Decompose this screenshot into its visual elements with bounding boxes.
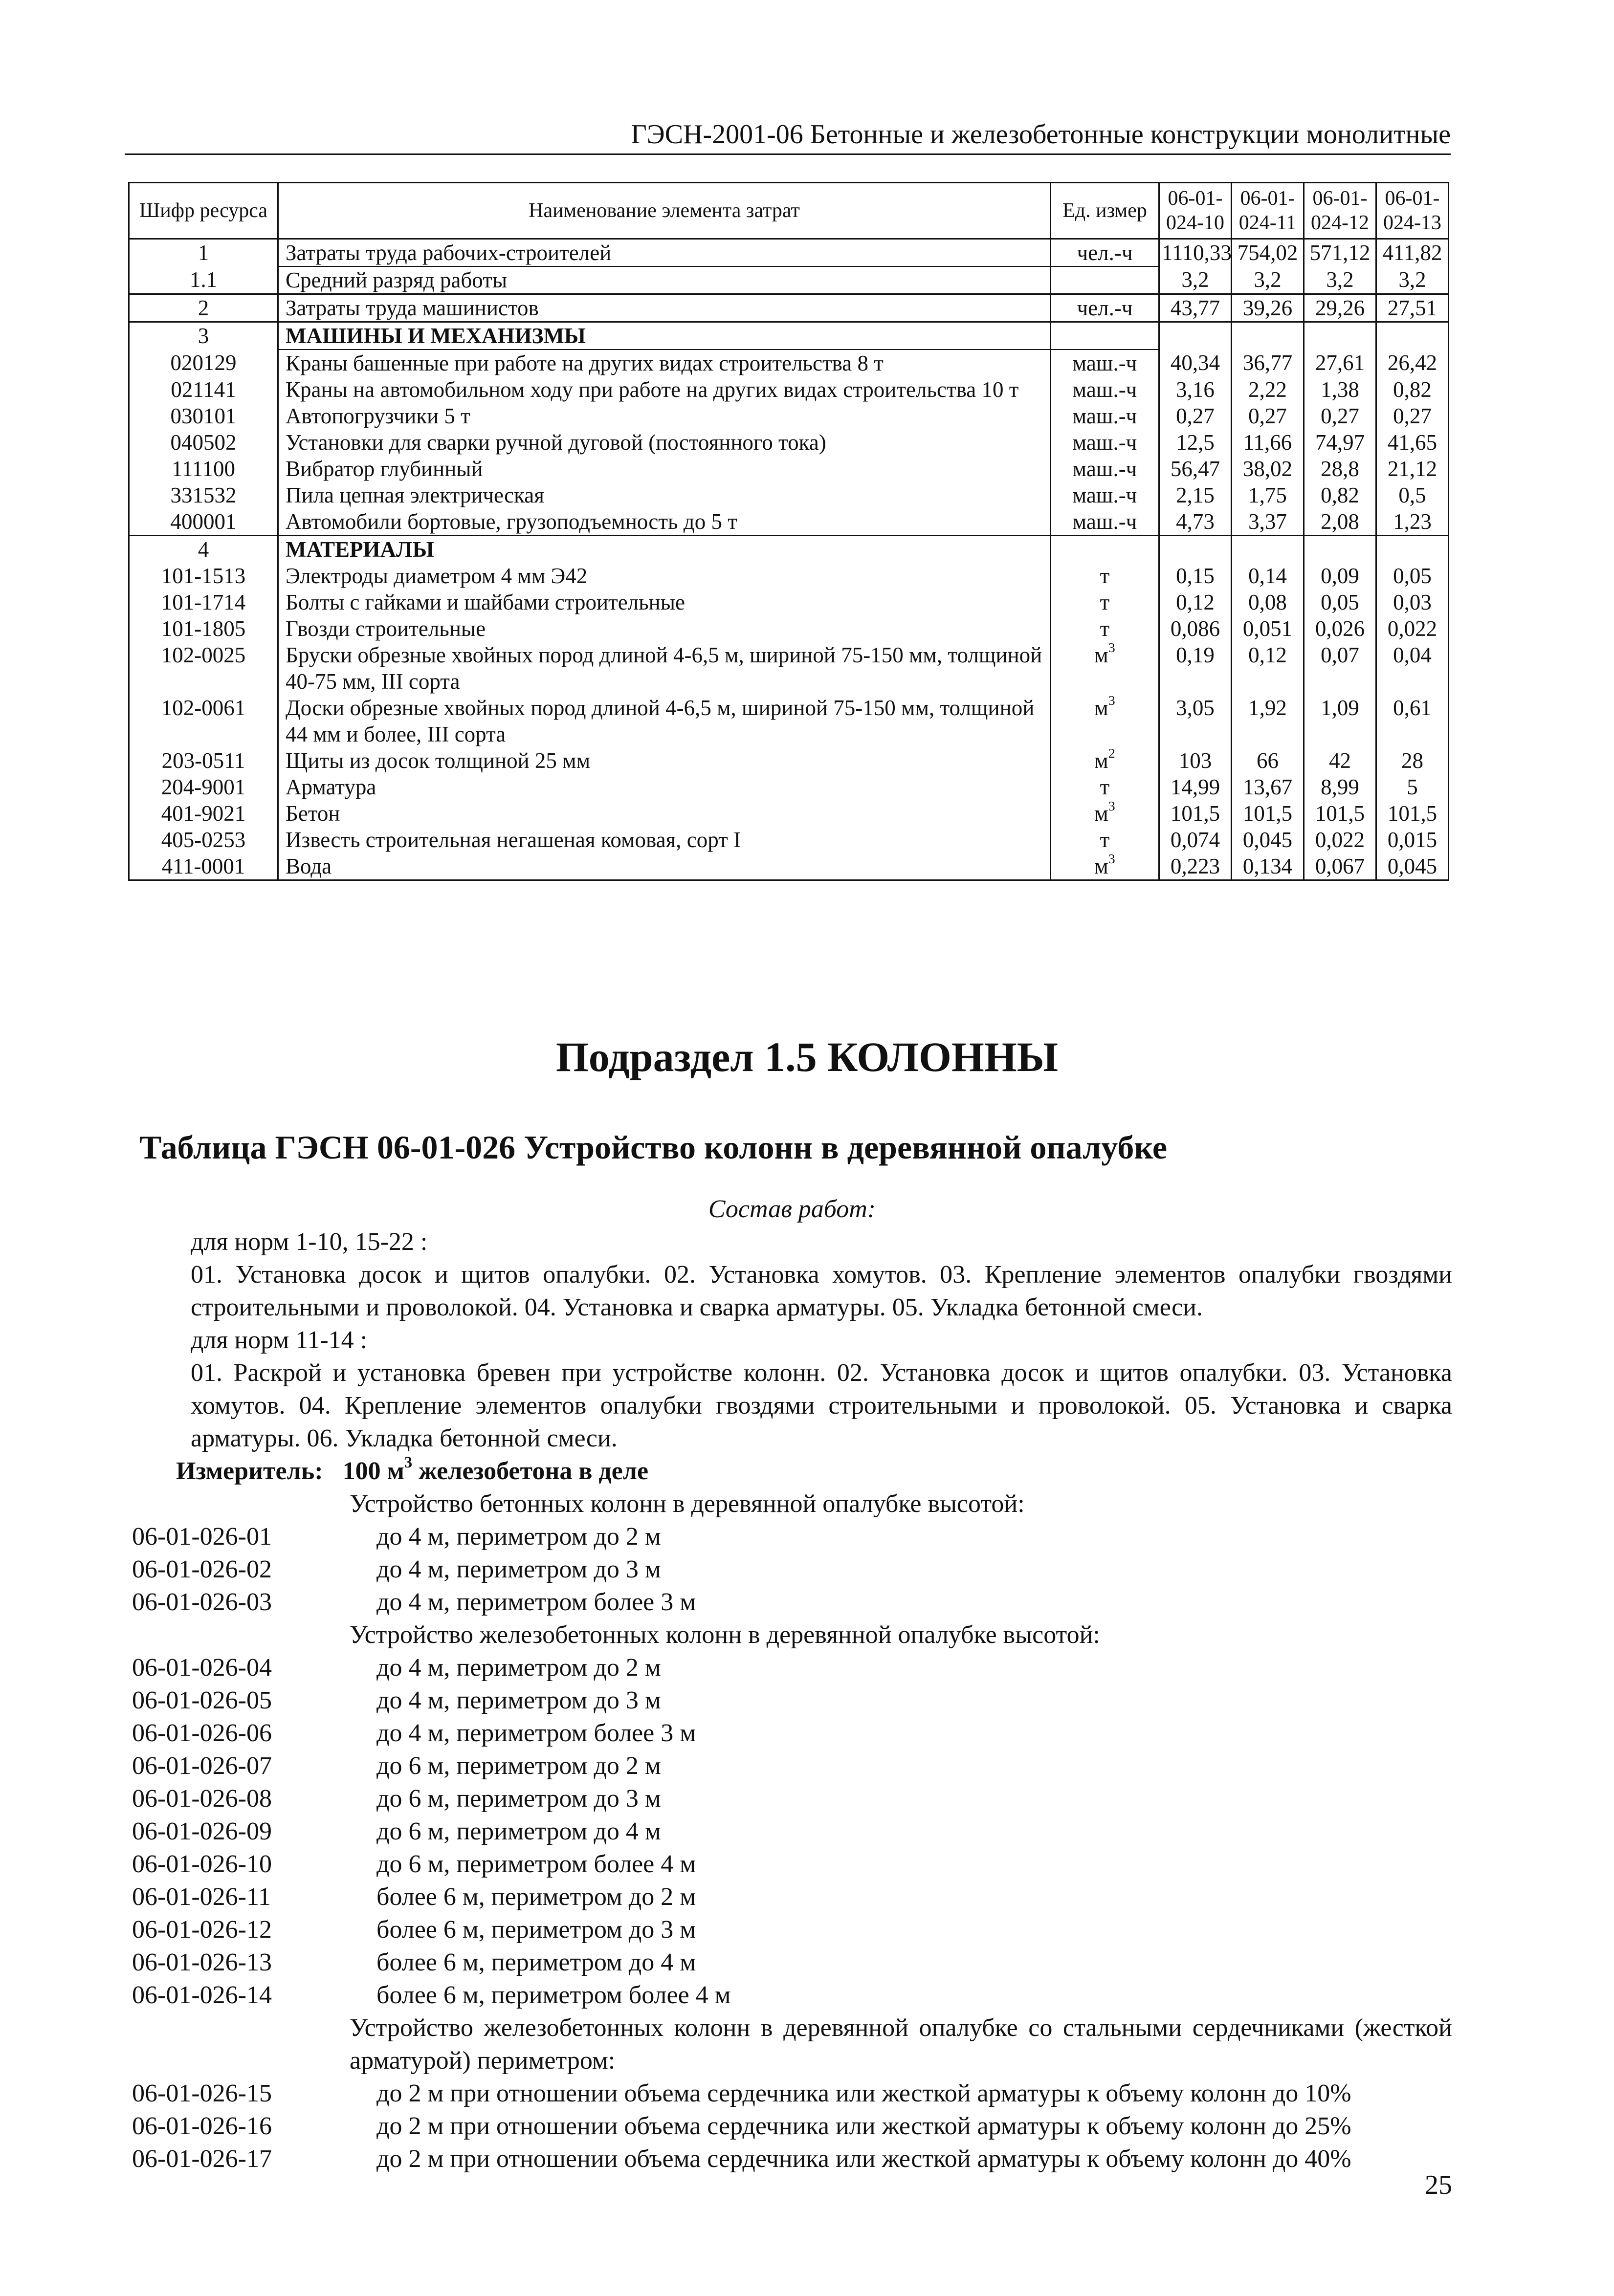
table-row [129,827,1449,853]
cell-value [1304,536,1376,563]
page-number: 25 [1425,2170,1452,2200]
cell-name: МАТЕРИАЛЫ [278,536,1051,563]
cell-value: 2,15 [1159,482,1232,508]
work-group-1-text: 01. Установка досок и щитов опалубки. 02. Установка хомутов. 03. Крепление элементов опалубки гвоздями строительными и проволокой. 04. Установка и сварка арматуры. 05. Укладка бетонной смеси. [191,1261,1452,1321]
norm-code: 06-01-026-06 [132,1719,272,1747]
norm-item [132,1553,1452,1586]
norm-item [132,1684,1452,1717]
norm-item [132,1946,1452,1979]
cell-name: МАШИНЫ И МЕХАНИЗМЫ [278,322,1051,350]
cell-code: 102-0061 [129,695,278,747]
cell-value: 1,92 [1232,695,1304,747]
cell-value: 0,14 [1232,563,1304,589]
cell-value: 4,73 [1159,508,1232,536]
cell-value: 3,05 [1159,695,1232,747]
cell-unit-text: т [1100,616,1110,641]
cell-code: 4 [129,536,278,563]
table-row [129,774,1449,800]
cell-value: 27,51 [1376,294,1449,322]
cell-code: 040502 [129,429,278,456]
cell-value [1159,322,1232,350]
cell-value: 0,045 [1376,853,1449,880]
cell-name: Гвозди строительные [278,615,1051,642]
cell-value [1376,322,1449,350]
cell-value: 0,026 [1304,615,1376,642]
cell-value: 103 [1159,747,1232,774]
norm-code: 06-01-026-15 [132,2079,272,2107]
cell-code: 331532 [129,482,278,508]
header-col-1: 06-01-024-10 [1159,183,1232,239]
cell-code: 2 [129,294,278,322]
cell-code: 101-1805 [129,615,278,642]
table-header-row [129,183,1449,239]
cell-code: 411-0001 [129,853,278,880]
cell-value: 41,65 [1376,429,1449,456]
norm-group-heading: Устройство железобетонных колонн в деревянной опалубке со стальными сердечниками (жесткой арматурой) периметром: [350,2014,1452,2075]
cell-value: 1110,33 [1159,239,1232,267]
cell-code: 405-0253 [129,827,278,853]
cell-value: 101,5 [1159,800,1232,827]
table-row [129,536,1449,563]
cell-name: Арматура [278,774,1051,800]
cell-value: 11,66 [1232,429,1304,456]
cell-unit [1051,376,1159,403]
cell-value: 0,05 [1304,589,1376,615]
cell-value: 8,99 [1304,774,1376,800]
header-code: Шифр ресурса [129,183,278,239]
cell-value: 39,26 [1232,294,1304,322]
cell-code: 101-1513 [129,563,278,589]
cell-name: Щиты из досок толщиной 25 мм [278,747,1051,774]
section-title: Подраздел 1.5 КОЛОННЫ [555,1033,1059,1080]
cell-value: 0,022 [1376,615,1449,642]
norm-item [132,1717,1452,1749]
norm-item [132,1913,1452,1946]
norm-code: 06-01-026-01 [132,1523,272,1551]
cell-name: Пила цепная электрическая [278,482,1051,508]
header-name: Наименование элемента затрат [278,183,1051,239]
cell-unit [1051,322,1159,350]
cell-name: Средний разряд работы [278,266,1051,294]
norm-code: 06-01-026-08 [132,1785,272,1813]
table-row [129,589,1449,615]
cell-value: 0,08 [1232,589,1304,615]
resource-table [128,182,1449,881]
cell-value: 0,61 [1376,695,1449,747]
cell-unit-text: маш.-ч [1072,483,1137,507]
cell-value: 0,27 [1159,403,1232,429]
cell-unit-text: т [1100,828,1110,852]
cell-value: 14,99 [1159,774,1232,800]
cell-value: 29,26 [1304,294,1376,322]
cell-name: Бруски обрезные хвойных пород длиной 4-6,5 м, шириной 75-150 мм, толщиной 40-75 мм, III сорта [278,642,1051,695]
cell-code: 021141 [129,376,278,403]
cell-value: 12,5 [1159,429,1232,456]
cell-value [1304,322,1376,350]
cell-unit-text: маш.-ч [1072,457,1137,481]
cell-value: 66 [1232,747,1304,774]
cell-code: 111100 [129,456,278,482]
cell-value: 0,134 [1232,853,1304,880]
norm-item [132,1848,1452,1881]
cell-unit [1051,589,1159,615]
cell-unit-text: маш.-ч [1072,509,1137,534]
cell-unit-text: т [1100,775,1110,799]
cell-value: 3,2 [1159,266,1232,294]
cell-value: 3,37 [1232,508,1304,536]
cell-value: 3,2 [1232,266,1304,294]
cell-unit [1051,429,1159,456]
cell-value: 101,5 [1304,800,1376,827]
cell-value: 28 [1376,747,1449,774]
norm-code: 06-01-026-07 [132,1752,272,1780]
norm-code: 06-01-026-04 [132,1654,272,1682]
norm-code: 06-01-026-09 [132,1817,272,1845]
norm-description: до 6 м, периметром до 3 м [376,1785,661,1813]
resource-table-body [129,239,1449,880]
cell-name: Краны башенные при работе на других видах строительства 8 т [278,350,1051,376]
norm-description: до 4 м, периметром более 3 м [376,1719,696,1747]
cell-unit [1051,508,1159,536]
norm-code: 06-01-026-03 [132,1588,272,1616]
cell-value: 101,5 [1232,800,1304,827]
cell-name: Известь строительная негашеная комовая, сорт I [278,827,1051,853]
cell-value: 27,61 [1304,350,1376,376]
norm-item [132,2143,1452,2175]
table-row [129,456,1449,482]
cell-value: 0,03 [1376,589,1449,615]
cell-value: 0,82 [1376,376,1449,403]
cell-value: 754,02 [1232,239,1304,267]
cell-value: 3,2 [1304,266,1376,294]
cell-code: 030101 [129,403,278,429]
cell-value: 0,5 [1376,482,1449,508]
table-row [129,403,1449,429]
cell-value: 28,8 [1304,456,1376,482]
norm-description: до 2 м при отношении объема сердечника или жесткой арматуры к объему колонн до 25% [376,2112,1351,2140]
cell-value: 0,12 [1159,589,1232,615]
cell-unit [1051,642,1159,695]
cell-unit-text: чел.-ч [1077,296,1133,320]
table-row [129,747,1449,774]
cell-unit-text: т [1100,590,1110,614]
cell-value: 40,34 [1159,350,1232,376]
norm-description: до 6 м, периметром более 4 м [376,1850,696,1878]
table-row [129,429,1449,456]
norm-item [132,1586,1452,1618]
cell-code: 020129 [129,350,278,376]
cell-value: 0,27 [1304,403,1376,429]
norm-code: 06-01-026-14 [132,1981,272,2009]
cell-unit-sup: 3 [1108,852,1115,867]
cell-unit [1051,827,1159,853]
cell-unit-sup: 2 [1108,746,1115,762]
cell-unit [1051,800,1159,827]
meter-value: 100 м [342,1457,405,1485]
cell-value: 74,97 [1304,429,1376,456]
norm-description: более 6 м, периметром более 4 м [376,1981,731,2009]
norm-description: до 6 м, периметром до 2 м [376,1752,661,1780]
cell-value: 0,07 [1304,642,1376,695]
table-row [129,853,1449,880]
cell-unit [1051,350,1159,376]
table-row [129,800,1449,827]
cell-code: 102-0025 [129,642,278,695]
cell-value: 0,82 [1304,482,1376,508]
cell-unit-text: чел.-ч [1077,241,1133,265]
cell-unit [1051,403,1159,429]
cell-value: 36,77 [1232,350,1304,376]
cell-value: 101,5 [1376,800,1449,827]
cell-name: Электроды диаметром 4 мм Э42 [278,563,1051,589]
norm-description: до 4 м, периметром до 2 м [376,1523,661,1551]
norm-code: 06-01-026-02 [132,1555,272,1583]
norm-code: 06-01-026-10 [132,1850,272,1878]
cell-value: 1,23 [1376,508,1449,536]
norm-item [132,1979,1452,2012]
cell-value: 0,09 [1304,563,1376,589]
norm-code: 06-01-026-13 [132,1948,272,1976]
cell-code: 204-9001 [129,774,278,800]
norm-description: до 4 м, периметром до 3 м [376,1555,661,1583]
table-row [129,350,1449,376]
cell-value: 3,2 [1376,266,1449,294]
cell-value [1376,536,1449,563]
cell-value: 1,75 [1232,482,1304,508]
cell-unit [1051,266,1159,294]
cell-unit-sup: 3 [1108,640,1115,656]
cell-value: 571,12 [1304,239,1376,267]
cell-unit-text: м [1094,696,1108,720]
cell-unit [1051,615,1159,642]
cell-value: 0,27 [1376,403,1449,429]
table-row [129,563,1449,589]
cell-value: 56,47 [1159,456,1232,482]
cell-unit-text: т [1100,564,1110,588]
cell-unit-text: м [1094,643,1108,667]
cell-name: Доски обрезные хвойных пород длиной 4-6,5 м, шириной 75-150 мм, толщиной 44 мм и более, III сорта [278,695,1051,747]
cell-name: Затраты труда рабочих-строителей [278,239,1051,267]
cell-value: 3,16 [1159,376,1232,403]
cell-unit [1051,774,1159,800]
cell-value: 38,02 [1232,456,1304,482]
norm-code: 06-01-026-12 [132,1916,272,1944]
cell-code: 401-9021 [129,800,278,827]
table-row [129,482,1449,508]
cell-unit-text: маш.-ч [1072,377,1137,402]
cell-value [1232,322,1304,350]
cell-unit [1051,482,1159,508]
cell-name: Краны на автомобильном ходу при работе на других видах строительства 10 т [278,376,1051,403]
cell-unit-sup: 3 [1108,693,1115,709]
cell-value: 0,15 [1159,563,1232,589]
norm-item [132,1520,1452,1553]
norm-item [132,1815,1452,1848]
cell-value: 0,045 [1232,827,1304,853]
norm-description: более 6 м, периметром до 4 м [376,1948,696,1976]
meter-label: Измеритель: [176,1457,323,1485]
norm-code: 06-01-026-16 [132,2112,272,2140]
cell-value [1232,536,1304,563]
norm-description: до 4 м, периметром до 2 м [376,1654,661,1682]
cell-unit-text: маш.-ч [1072,404,1137,428]
cell-value: 0,05 [1376,563,1449,589]
meter-value-sup: 3 [404,1453,413,1471]
cell-name: Автомобили бортовые, грузоподъемность до 5 т [278,508,1051,536]
norm-list [132,1487,1452,2175]
norm-description: более 6 м, периметром до 3 м [376,1916,696,1944]
table-row [129,294,1449,322]
norm-description: до 2 м при отношении объема сердечника или жесткой арматуры к объему колонн до 40% [376,2145,1351,2173]
cell-unit-text: маш.-ч [1072,430,1137,455]
cell-name: Вода [278,853,1051,880]
meter-value-post: железобетона в деле [412,1457,649,1485]
cell-unit-text: м [1094,748,1108,773]
cell-unit-text: м [1094,801,1108,826]
work-composition-heading: Состав работ: [708,1195,876,1223]
norm-group-heading: Устройство бетонных колонн в деревянной опалубке высотой: [350,1490,1025,1518]
cell-code: 1.1 [129,266,278,294]
norm-item [132,1782,1452,1815]
cell-value: 0,04 [1376,642,1449,695]
cell-value: 0,067 [1304,853,1376,880]
cell-value: 2,22 [1232,376,1304,403]
meter-line [132,1455,1452,1487]
cell-code: 203-0511 [129,747,278,774]
norm-description: до 4 м, периметром более 3 м [376,1588,696,1616]
running-header: ГЭСН-2001-06 Бетонные и железобетонные конструкции монолитные [125,117,1451,155]
header-unit: Ед. измер [1051,183,1159,239]
cell-value: 0,015 [1376,827,1449,853]
cell-name: Бетон [278,800,1051,827]
norm-description: более 6 м, периметром до 2 м [376,1883,696,1911]
cell-unit [1051,239,1159,267]
cell-value [1159,536,1232,563]
cell-name: Болты с гайками и шайбами строительные [278,589,1051,615]
table-row [129,239,1449,267]
table-row [129,695,1449,747]
cell-value: 411,82 [1376,239,1449,267]
cell-unit [1051,695,1159,747]
cell-unit-text: маш.-ч [1072,351,1137,375]
header-col-4: 06-01-024-13 [1376,183,1449,239]
cell-value: 0,051 [1232,615,1304,642]
cell-value: 0,12 [1232,642,1304,695]
cell-unit [1051,747,1159,774]
cell-code: 101-1714 [129,589,278,615]
cell-value: 43,77 [1159,294,1232,322]
norm-item [132,1651,1452,1684]
cell-code: 3 [129,322,278,350]
header-col-2: 06-01-024-11 [1232,183,1304,239]
norm-item [132,2110,1452,2143]
norm-description: до 2 м при отношении объема сердечника или жесткой арматуры к объему колонн до 10% [376,2079,1351,2107]
document-body [132,1193,1452,2175]
cell-value: 13,67 [1232,774,1304,800]
cell-value: 0,022 [1304,827,1376,853]
table-row [129,376,1449,403]
cell-unit [1051,294,1159,322]
cell-value: 0,223 [1159,853,1232,880]
cell-unit [1051,536,1159,563]
cell-value: 21,12 [1376,456,1449,482]
cell-value: 1,09 [1304,695,1376,747]
cell-value: 0,086 [1159,615,1232,642]
cell-code: 1 [129,239,278,267]
cell-value: 26,42 [1376,350,1449,376]
cell-name: Вибратор глубинный [278,456,1051,482]
cell-value: 0,074 [1159,827,1232,853]
cell-unit [1051,853,1159,880]
work-group-1-label: для норм 1-10, 15-22 : [191,1228,428,1256]
table-title: Таблица ГЭСН 06-01-026 Устройство колонн в деревянной опалубке [139,1129,1168,1166]
norm-code: 06-01-026-17 [132,2145,272,2173]
cell-unit [1051,456,1159,482]
table-row [129,642,1449,695]
table-row [129,266,1449,294]
cell-value: 1,38 [1304,376,1376,403]
work-group-2-text: 01. Раскрой и установка бревен при устройстве колонн. 02. Установка досок и щитов опалубки. 03. Установка хомутов. 04. Крепление элементов опалубки гвоздями строительными и проволокой. 05. Установка и сварка арматуры. 06. Укладка бетонной смеси. [191,1359,1452,1452]
norm-item [132,2077,1452,2110]
cell-name: Затраты труда машинистов [278,294,1051,322]
cell-value: 0,27 [1232,403,1304,429]
norm-code: 06-01-026-05 [132,1686,272,1714]
norm-item [132,1881,1452,1913]
table-row [129,322,1449,350]
work-group-2-label: для норм 11-14 : [191,1326,368,1354]
cell-name: Установки для сварки ручной дуговой (постоянного тока) [278,429,1051,456]
norm-group-heading: Устройство железобетонных колонн в деревянной опалубке высотой: [350,1621,1100,1649]
cell-value: 42 [1304,747,1376,774]
cell-code: 400001 [129,508,278,536]
norm-item [132,1749,1452,1782]
cell-value: 2,08 [1304,508,1376,536]
norm-code: 06-01-026-11 [132,1883,271,1911]
header-col-3: 06-01-024-12 [1304,183,1376,239]
cell-unit-text: м [1094,854,1108,878]
cell-value: 5 [1376,774,1449,800]
cell-unit-sup: 3 [1108,799,1115,814]
norm-description: до 4 м, периметром до 3 м [376,1686,661,1714]
cell-name: Автопогрузчики 5 т [278,403,1051,429]
cell-value: 0,19 [1159,642,1232,695]
norm-description: до 6 м, периметром до 4 м [376,1817,661,1845]
table-row [129,615,1449,642]
cell-unit [1051,563,1159,589]
table-row [129,508,1449,536]
